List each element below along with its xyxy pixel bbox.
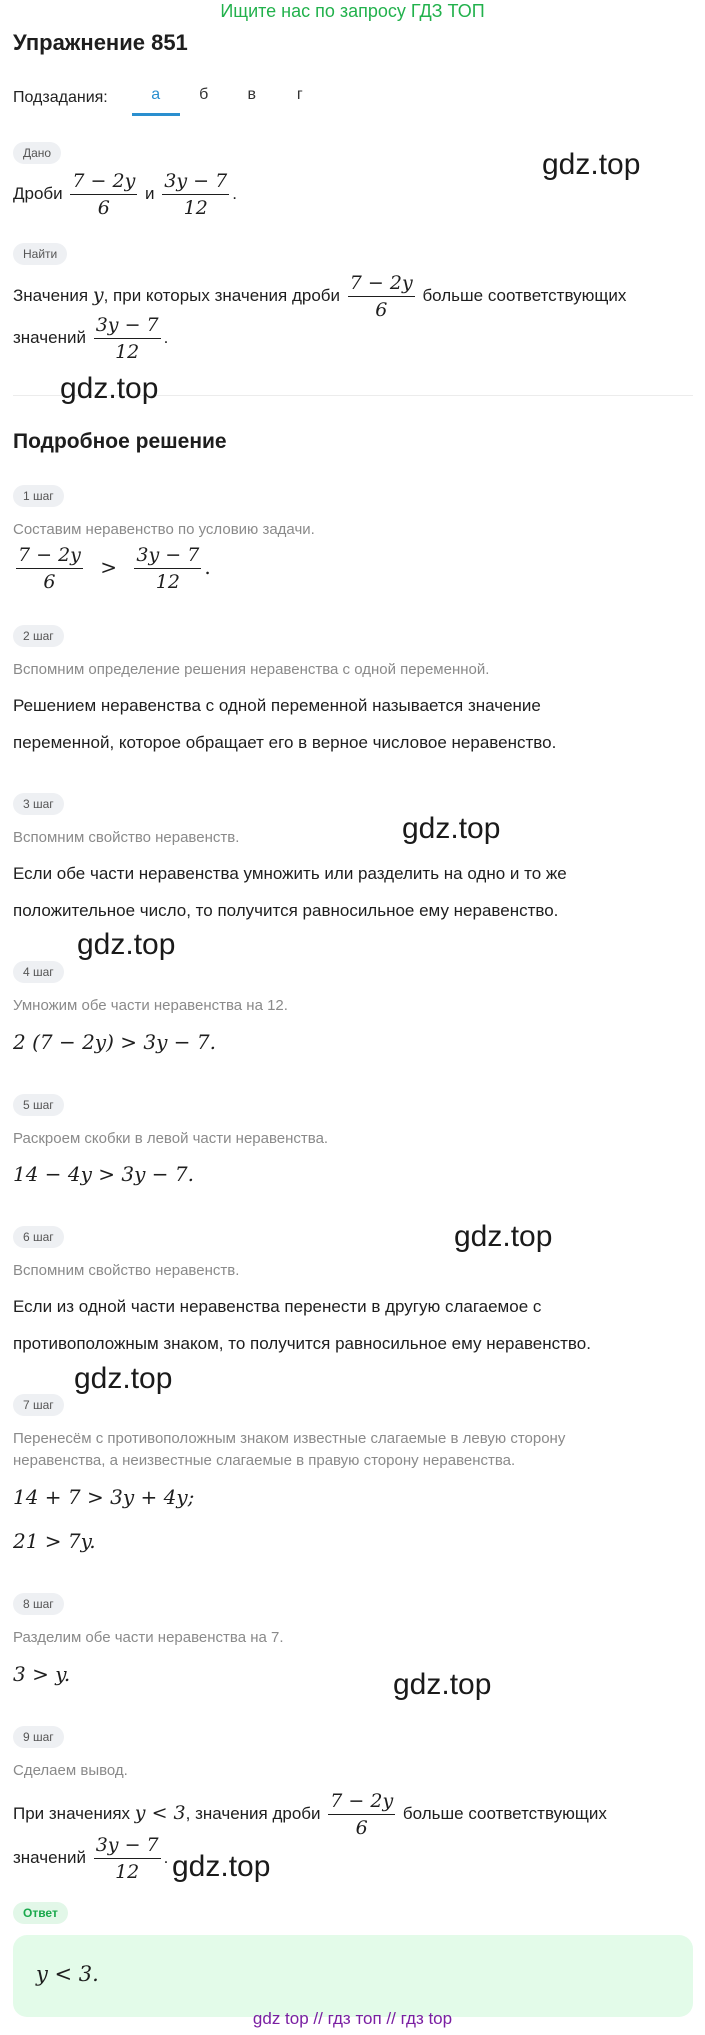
step-3-badge: 3 шаг: [13, 793, 64, 815]
find-end: .: [163, 327, 169, 347]
step-6-hint: Вспомним свойство неравенств.: [13, 1262, 240, 1279]
given-badge: Дано: [13, 142, 61, 164]
step-7-hint-2: неравенства, а неизвестные слагаемые в правую сторону неравенства.: [13, 1452, 516, 1469]
step-7-math-1: 14 + 7 > 3y + 4y;: [13, 1485, 195, 1509]
answer-badge: Ответ: [13, 1902, 68, 1924]
step-6-badge: 6 шаг: [13, 1226, 64, 1248]
step-6-body-2: противоположным знаком, то получится равносильное ему неравенство.: [13, 1334, 591, 1353]
step-5-badge: 5 шаг: [13, 1094, 64, 1116]
step9-frac2-num: 3y − 7: [94, 1832, 161, 1859]
answer-math: y < 3.: [36, 1962, 99, 1986]
step9-text3: больше соответствующих: [402, 1803, 607, 1823]
given-fraction-2: [162, 168, 229, 221]
step9-fraction-2: [94, 1832, 161, 1885]
step-4-hint: Умножим обе части неравенства на 12.: [13, 997, 288, 1014]
step1-frac2-num: 3y − 7: [134, 542, 201, 569]
given-prefix: Дроби: [13, 183, 63, 203]
step1-frac2-den: 12: [155, 571, 180, 593]
step-7-math-2: 21 > 7y.: [13, 1529, 96, 1553]
step-2-body-1: Решением неравенства с одной переменной называется значение: [13, 696, 541, 715]
subtask-tab-v[interactable]: в: [247, 86, 256, 103]
find-var: y: [92, 283, 104, 306]
step-2-body-2: переменной, которое обращает его в верное числовое неравенство.: [13, 733, 557, 752]
find-frac2-den: 12: [115, 341, 140, 363]
given-end: .: [232, 183, 237, 203]
watermark: gdz.top: [74, 1362, 173, 1395]
find-frac1-num: 7 − 2y: [348, 270, 415, 297]
find-text3: больше соответствующих: [422, 285, 627, 305]
watermark: gdz.top: [393, 1668, 492, 1701]
given-fraction-1: [70, 168, 137, 221]
subtask-tab-g[interactable]: г: [296, 86, 303, 103]
step-7-hint-1: Перенесём с противоположным знаком известные слагаемые в левую сторону: [13, 1430, 566, 1447]
step-1-badge: 1 шаг: [13, 485, 64, 507]
subtasks-nav: [13, 80, 324, 116]
find-fraction-2: [94, 312, 161, 365]
step-1-hint: Составим неравенство по условию задачи.: [13, 521, 315, 538]
step9-text4: значений: [13, 1847, 86, 1867]
step9-end: .: [163, 1847, 169, 1867]
step-9-line-2: [13, 1832, 168, 1885]
find-fraction-1: [348, 270, 415, 323]
step-5-math: 14 − 4y > 3y − 7.: [13, 1162, 194, 1186]
watermark: gdz.top: [542, 148, 641, 181]
step9-text1: При значениях: [13, 1803, 131, 1823]
step-3-body-1: Если обе части неравенства умножить или разделить на одно и то же: [13, 864, 567, 883]
solution-title: Подробное решение: [13, 430, 227, 453]
step-3-body-2: положительное число, то получится равносильное ему неравенство.: [13, 901, 559, 920]
given-conj: и: [145, 183, 155, 203]
find-text1: Значения: [13, 285, 93, 305]
watermark: gdz.top: [402, 812, 501, 845]
given-frac1-den: 6: [97, 197, 110, 219]
watermark: gdz.top: [454, 1220, 553, 1253]
step9-frac1-num: 7 − 2y: [328, 1788, 395, 1815]
page-title: Упражнение 851: [13, 30, 188, 55]
step9-frac1-den: 6: [355, 1817, 368, 1839]
step-3-hint: Вспомним свойство неравенств.: [13, 829, 240, 846]
step-2-hint: Вспомним определение решения неравенства с одной переменной.: [13, 661, 490, 678]
watermark: gdz.top: [77, 928, 176, 961]
subtasks-label: Подзадания:: [13, 89, 108, 106]
step-4-badge: 4 шаг: [13, 961, 64, 983]
subtask-tab-b[interactable]: б: [199, 86, 209, 103]
step1-frac1-den: 6: [43, 571, 56, 593]
step-9-badge: 9 шаг: [13, 1726, 64, 1748]
step9-condition: y < 3: [134, 1801, 186, 1824]
subtask-tab-a[interactable]: а: [132, 80, 180, 116]
watermark: gdz.top: [172, 1850, 271, 1883]
step-8-hint: Разделим обе части неравенства на 7.: [13, 1629, 284, 1646]
given-frac2-num: 3y − 7: [162, 168, 229, 195]
step-7-badge: 7 шаг: [13, 1394, 64, 1416]
given-text: [13, 168, 237, 221]
step-8-badge: 8 шаг: [13, 1593, 64, 1615]
step-2-badge: 2 шаг: [13, 625, 64, 647]
find-badge: Найти: [13, 243, 67, 265]
given-frac1-num: 7 − 2y: [70, 168, 137, 195]
step1-end: .: [204, 555, 211, 579]
step-6-body-1: Если из одной части неравенства перенести в другую слагаемое с: [13, 1297, 542, 1316]
step1-frac1-num: 7 − 2y: [16, 542, 83, 569]
footer-links[interactable]: gdz top // гдз топ // гдз top: [252, 2009, 453, 2028]
step-5-hint: Раскроем скобки в левой части неравенства.: [13, 1130, 329, 1147]
step9-fraction-1: [328, 1788, 395, 1841]
step1-operator: >: [100, 555, 118, 579]
step9-text2: , значения дроби: [185, 1803, 321, 1823]
given-frac2-den: 12: [183, 197, 208, 219]
step1-fraction-1: [16, 542, 83, 595]
step-8-math: 3 > y.: [13, 1662, 71, 1686]
watermark: gdz.top: [60, 372, 159, 405]
find-text2: , при которых значения дроби: [103, 285, 341, 305]
step-9-hint: Сделаем вывод.: [13, 1762, 128, 1779]
find-frac2-num: 3y − 7: [94, 312, 161, 339]
step-1-inequality: [13, 542, 211, 595]
find-frac1-den: 6: [375, 299, 388, 321]
step-4-math: 2 (7 − 2y) > 3y − 7.: [13, 1030, 216, 1054]
step9-frac2-den: 12: [115, 1861, 140, 1883]
find-text4: значений: [13, 327, 86, 347]
answer-box: [13, 1935, 693, 2017]
top-banner[interactable]: Ищите нас по запросу ГДЗ ТОП: [220, 1, 485, 21]
step1-fraction-2: [134, 542, 201, 595]
find-text-line2: [13, 312, 168, 365]
